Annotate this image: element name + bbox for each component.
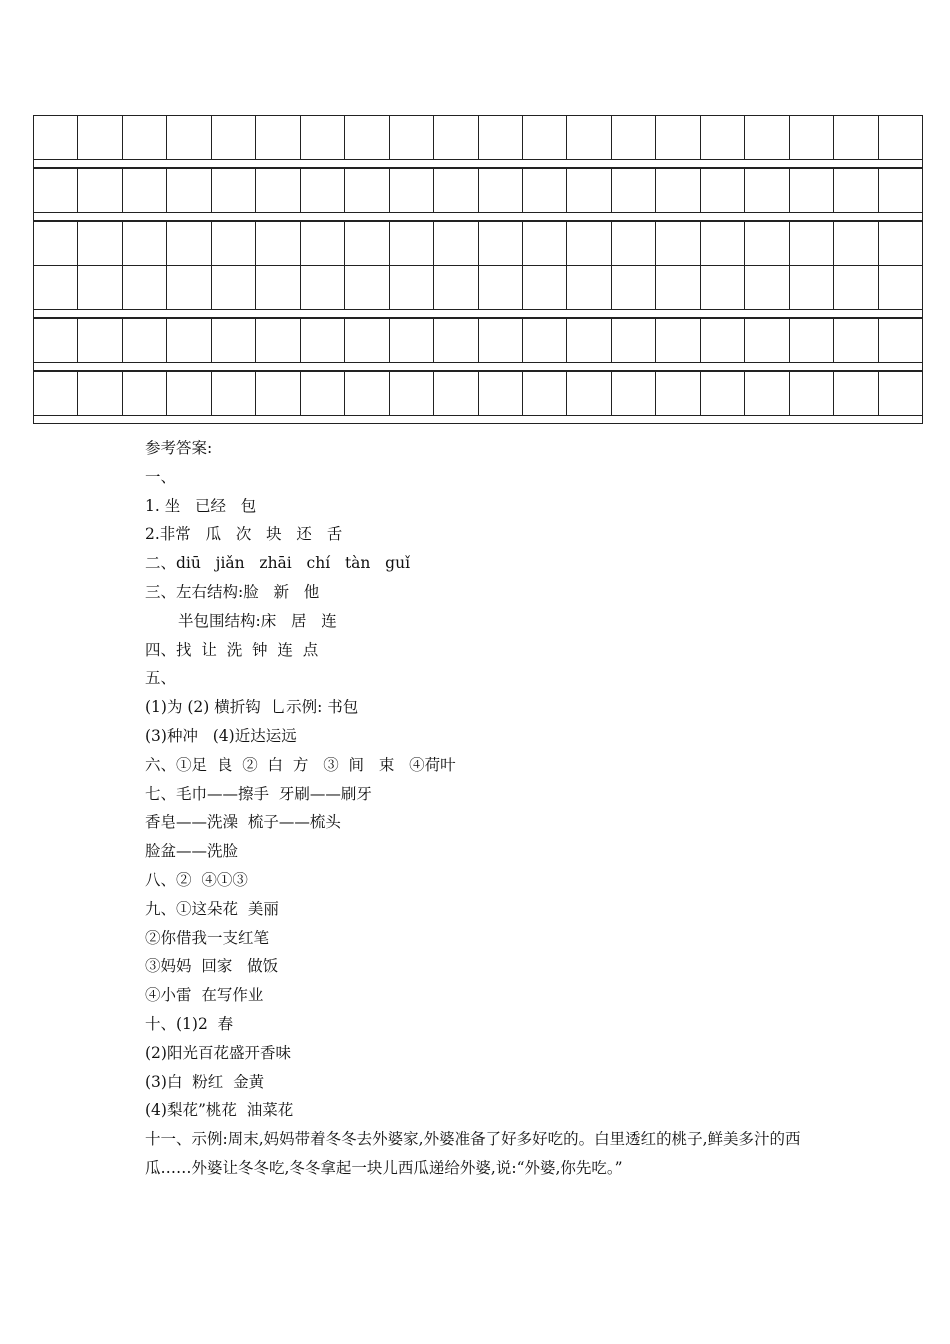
grid-cell — [612, 169, 656, 213]
grid-cell — [479, 372, 523, 416]
grid-cell — [834, 266, 878, 310]
grid-cell — [256, 222, 300, 266]
answer-line: 半包围结构:床 居 连 — [178, 611, 337, 630]
grid-cell — [790, 372, 834, 416]
grid-cell — [745, 319, 789, 363]
grid-cell — [212, 116, 256, 160]
grid-cell — [301, 266, 345, 310]
answer-line: 三、左右结构:脸 新 他 — [145, 582, 320, 601]
grid-spacer — [33, 160, 923, 168]
grid-cell — [390, 266, 434, 310]
grid-cell — [834, 222, 878, 266]
answer-heading: 参考答案: — [145, 439, 213, 457]
grid-cell — [301, 319, 345, 363]
grid-cell — [390, 222, 434, 266]
grid-cell — [34, 266, 78, 310]
grid-cell — [745, 169, 789, 213]
grid-cell — [879, 169, 923, 213]
grid-cell — [123, 319, 167, 363]
grid-cell — [701, 222, 745, 266]
grid-cell — [656, 319, 700, 363]
grid-cell — [879, 116, 923, 160]
grid-cell — [523, 116, 567, 160]
grid-cell — [879, 222, 923, 266]
grid-cell — [345, 169, 389, 213]
grid-cell — [167, 319, 211, 363]
grid-cell — [390, 116, 434, 160]
grid-cell — [656, 266, 700, 310]
grid-row — [33, 221, 923, 266]
grid-cell — [34, 169, 78, 213]
grid-cell — [78, 372, 122, 416]
essay-answer: 十一、示例:周末,妈妈带着冬冬去外婆家,外婆准备了好多好吃的。白里透红的桃子,鲜美多汁的西瓜……外婆让冬冬吃,冬冬拿起一块儿西瓜递给外婆,说:“外婆,你先吃。” — [145, 1130, 801, 1178]
grid-cell — [790, 169, 834, 213]
grid-cell — [701, 319, 745, 363]
grid-cell — [212, 372, 256, 416]
grid-cell — [701, 169, 745, 213]
grid-cell — [790, 222, 834, 266]
grid-cell — [879, 372, 923, 416]
grid-cell — [656, 372, 700, 416]
grid-cell — [78, 319, 122, 363]
grid-spacer — [33, 213, 923, 221]
grid-cell — [834, 372, 878, 416]
grid-cell — [567, 372, 611, 416]
answer-line: 五、 — [145, 669, 177, 688]
grid-cell — [745, 222, 789, 266]
grid-cell — [78, 116, 122, 160]
grid-cell — [612, 372, 656, 416]
grid-cell — [567, 169, 611, 213]
grid-cell — [745, 372, 789, 416]
grid-cell — [212, 222, 256, 266]
grid-cell — [479, 266, 523, 310]
grid-cell — [301, 372, 345, 416]
grid-cell — [390, 319, 434, 363]
grid-cell — [345, 319, 389, 363]
answer-line: 九、①这朵花 美丽 — [145, 899, 279, 918]
grid-block — [33, 371, 923, 424]
grid-cell — [612, 319, 656, 363]
grid-cell — [123, 266, 167, 310]
answer-line: 1. 坐 已经 包 — [145, 496, 257, 515]
grid-cell — [567, 222, 611, 266]
grid-block — [33, 318, 923, 371]
grid-cell — [345, 116, 389, 160]
answer-line: (2)阳光百花盛开香味 — [145, 1043, 291, 1062]
grid-cell — [656, 169, 700, 213]
grid-cell — [434, 266, 478, 310]
grid-cell — [567, 116, 611, 160]
grid-cell — [123, 169, 167, 213]
grid-block — [33, 168, 923, 221]
grid-cell — [612, 222, 656, 266]
grid-cell — [34, 222, 78, 266]
grid-cell — [167, 116, 211, 160]
grid-cell — [256, 169, 300, 213]
grid-cell — [790, 266, 834, 310]
grid-spacer — [33, 363, 923, 371]
grid-cell — [345, 266, 389, 310]
grid-cell — [701, 116, 745, 160]
grid-cell — [301, 116, 345, 160]
grid-cell — [78, 266, 122, 310]
grid-cell — [34, 319, 78, 363]
grid-cell — [701, 266, 745, 310]
grid-cell — [834, 319, 878, 363]
grid-cell — [479, 169, 523, 213]
grid-row — [33, 266, 923, 310]
grid-spacer — [33, 310, 923, 318]
answer-line: 八、② ④①③ — [145, 870, 248, 889]
grid-block — [33, 221, 923, 318]
grid-cell — [345, 222, 389, 266]
grid-cell — [523, 372, 567, 416]
grid-cell — [167, 222, 211, 266]
grid-cell — [123, 372, 167, 416]
grid-cell — [834, 169, 878, 213]
grid-cell — [167, 266, 211, 310]
answer-line: (3)白 粉红 金黄 — [145, 1072, 265, 1091]
grid-cell — [790, 116, 834, 160]
grid-cell — [212, 319, 256, 363]
answer-line: 一、 — [145, 467, 177, 486]
grid-cell — [479, 319, 523, 363]
grid-block — [33, 115, 923, 168]
grid-row — [33, 318, 923, 363]
grid-cell — [301, 169, 345, 213]
grid-cell — [879, 266, 923, 310]
writing-grid — [33, 115, 923, 424]
grid-cell — [212, 266, 256, 310]
grid-cell — [479, 222, 523, 266]
grid-cell — [745, 116, 789, 160]
grid-cell — [434, 116, 478, 160]
grid-cell — [390, 169, 434, 213]
grid-cell — [567, 266, 611, 310]
grid-cell — [434, 372, 478, 416]
grid-cell — [167, 372, 211, 416]
grid-cell — [612, 116, 656, 160]
answer-line: 四、找 让 洗 钟 连 点 — [145, 640, 319, 659]
answer-line: 香皂——洗澡 梳子——梳头 — [145, 813, 341, 832]
grid-cell — [434, 169, 478, 213]
answer-line: (4)梨花”桃花 油菜花 — [145, 1101, 294, 1120]
answer-line: 十、(1)2 春 — [145, 1014, 234, 1033]
grid-row — [33, 371, 923, 416]
grid-cell — [790, 319, 834, 363]
grid-cell — [656, 222, 700, 266]
grid-cell — [167, 169, 211, 213]
grid-cell — [256, 372, 300, 416]
grid-cell — [479, 116, 523, 160]
grid-cell — [78, 222, 122, 266]
grid-cell — [123, 116, 167, 160]
grid-cell — [212, 169, 256, 213]
grid-cell — [345, 372, 389, 416]
grid-cell — [34, 116, 78, 160]
answer-line: ④小雷 在写作业 — [145, 986, 264, 1005]
grid-cell — [567, 319, 611, 363]
grid-cell — [523, 169, 567, 213]
grid-cell — [256, 116, 300, 160]
grid-cell — [523, 222, 567, 266]
grid-cell — [523, 266, 567, 310]
grid-cell — [523, 319, 567, 363]
answer-line: (3)种冲 (4)近达运远 — [145, 726, 297, 745]
grid-cell — [301, 222, 345, 266]
answer-line: (1)为 (2) 横折钩 乚示例: 书包 — [145, 698, 359, 717]
grid-cell — [390, 372, 434, 416]
grid-cell — [879, 319, 923, 363]
grid-cell — [434, 222, 478, 266]
answer-line: 二、diū jiǎn zhāi chí tàn guǐ — [145, 554, 411, 573]
grid-cell — [434, 319, 478, 363]
grid-cell — [745, 266, 789, 310]
grid-cell — [123, 222, 167, 266]
answer-line: ③妈妈 回家 做饭 — [145, 957, 279, 976]
answer-line: 六、①足 良 ② 白 方 ③ 间 束 ④荷叶 — [145, 755, 456, 774]
grid-row — [33, 168, 923, 213]
answer-line: ②你借我一支红笔 — [145, 928, 270, 947]
grid-cell — [612, 266, 656, 310]
grid-spacer — [33, 416, 923, 424]
answer-key — [145, 434, 845, 1183]
grid-cell — [701, 372, 745, 416]
grid-row — [33, 115, 923, 160]
grid-cell — [78, 169, 122, 213]
grid-cell — [34, 372, 78, 416]
answer-line: 七、毛巾——擦手 牙刷——刷牙 — [145, 784, 372, 803]
answer-line: 脸盆——洗脸 — [145, 842, 239, 861]
grid-cell — [256, 319, 300, 363]
grid-cell — [656, 116, 700, 160]
grid-cell — [834, 116, 878, 160]
grid-cell — [256, 266, 300, 310]
answer-line: 2.非常 瓜 次 块 还 舌 — [145, 525, 343, 544]
